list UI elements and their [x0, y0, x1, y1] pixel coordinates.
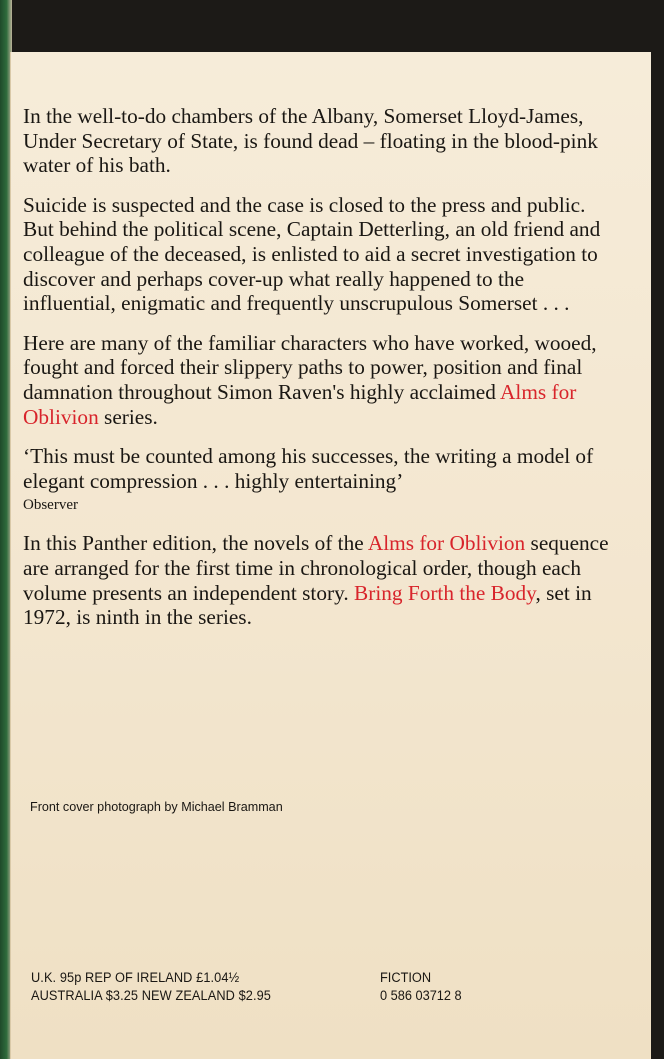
review-attribution: Observer	[23, 497, 78, 514]
paragraph-3-text: Here are many of the familiar characters who have worked, wooed, fought and forced their slippery paths to power, position and final damnation throughout Simon Raven's highly acclaimed	[23, 330, 597, 404]
blurb-text	[23, 104, 619, 645]
blurb-paragraph-2: Suicide is suspected and the case is closed to the press and public. But behind the political scene, Captain Detterling, an old friend and colleague of the deceased, is enlisted to aid a secret investigation to discover and perhaps cover-up what really happened to the influential, enigmatic and frequently unscrupulous Somerset . . .	[23, 192, 601, 316]
price-line-aus-nz: AUSTRALIA $3.25 NEW ZEALAND $2.95	[31, 988, 272, 1004]
genre-isbn-block	[380, 969, 462, 1005]
isbn-number: 0 586 03712 8	[380, 988, 462, 1004]
cover-photo-credit: Front cover photograph by Michael Bramman	[30, 800, 283, 814]
review-quote: ‘This must be counted among his successes, the writing a model of elegant compression . . . highly entertaining’	[23, 444, 594, 493]
genre-label: FICTION	[380, 970, 432, 986]
paragraph-5-end: , set in 1972, is ninth in the series.	[23, 580, 592, 630]
book-title-highlight: Bring Forth the Body	[354, 580, 536, 605]
price-line-uk-ireland: U.K. 95p REP OF IRELAND £1.04½	[31, 970, 240, 986]
back-cover	[10, 52, 651, 1059]
series-name-highlight-2: Alms for Oblivion	[367, 531, 526, 556]
blurb-paragraph-5	[23, 531, 619, 629]
paragraph-3-end: series.	[98, 404, 158, 429]
series-name-highlight: Alms for Oblivion	[23, 379, 577, 429]
blurb-paragraph-3	[23, 331, 619, 429]
price-list	[31, 969, 271, 1005]
paragraph-5-text: In this Panther edition, the novels of the	[23, 531, 368, 556]
paragraph-5-middle: sequence are arranged for the first time in chronological order, though each volume presents an independent story.	[23, 531, 609, 605]
blurb-paragraph-1: In the well-to-do chambers of the Albany, Somerset Lloyd-James, Under Secretary of State, is found dead – floating in the blood-pink water of his bath.	[23, 104, 598, 178]
